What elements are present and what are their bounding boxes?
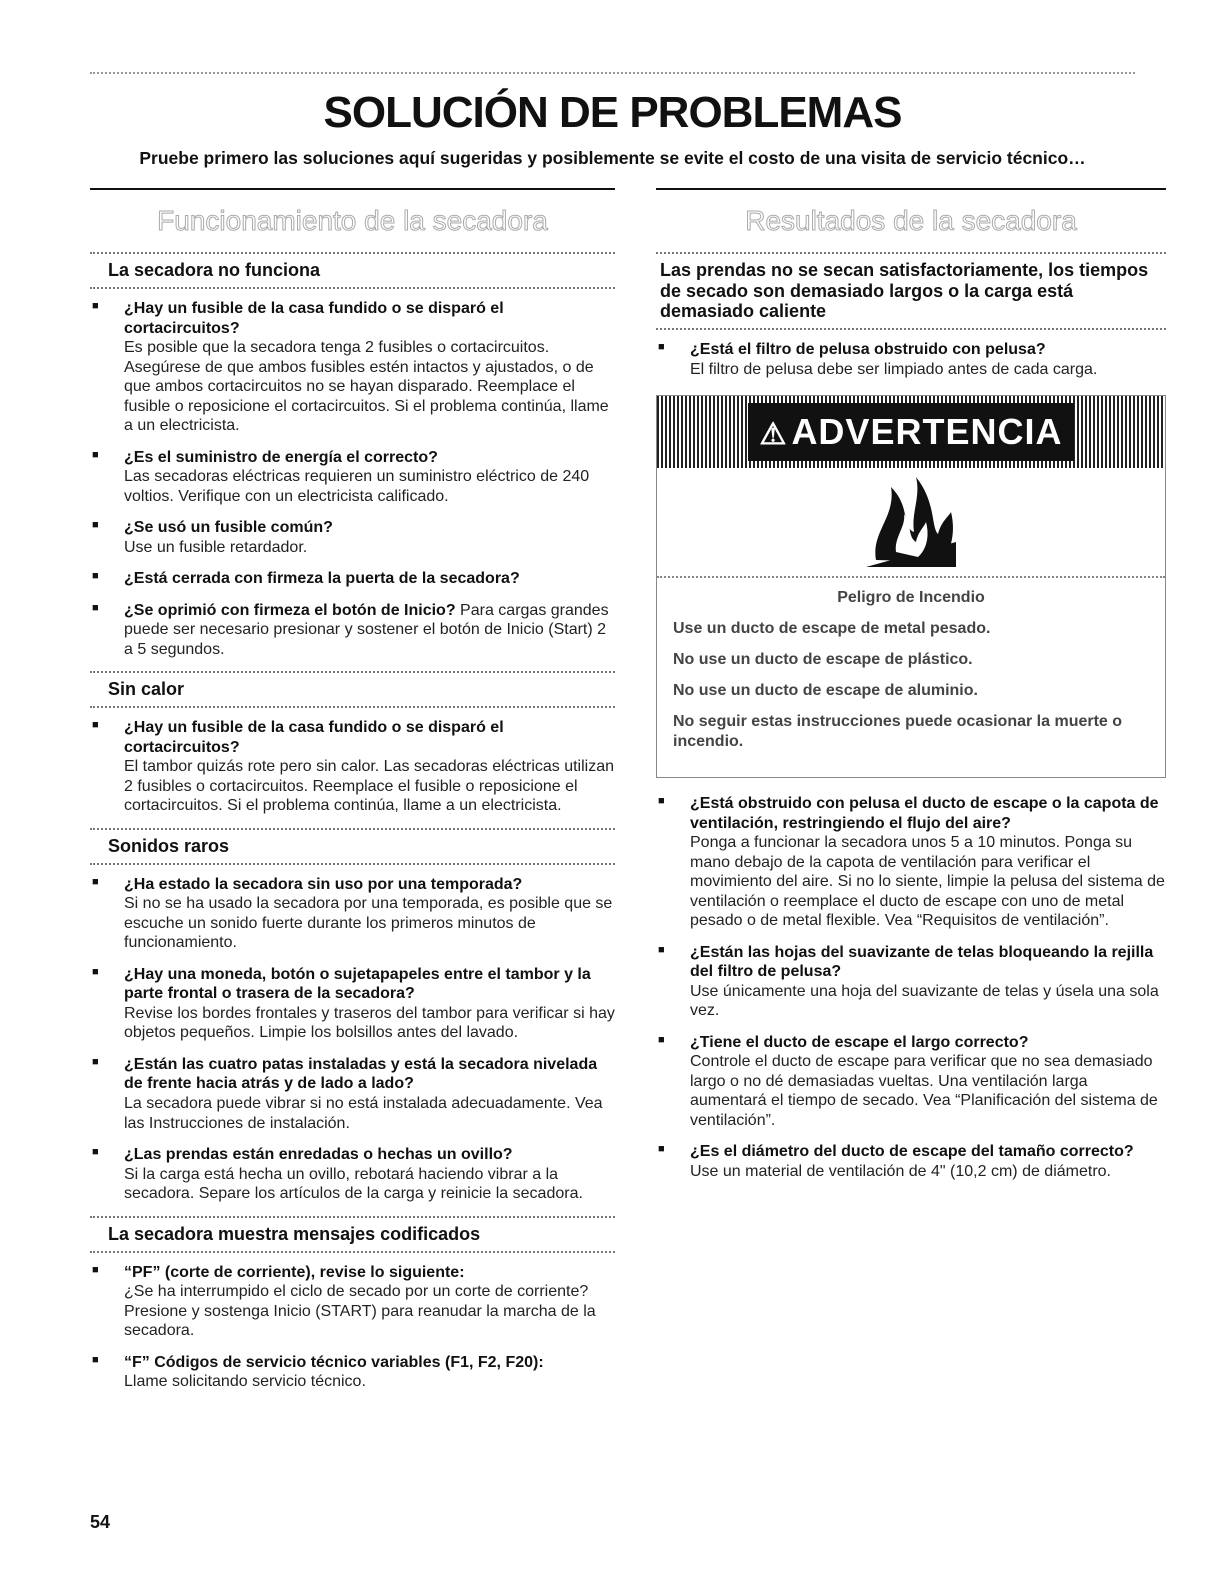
list-item (90, 518, 615, 557)
dotted-rule (90, 863, 615, 865)
section-heading-resultados: Resultados de la secadora (745, 205, 1077, 236)
list-item (90, 1055, 615, 1133)
list-item (90, 1353, 615, 1392)
answer: Llame solicitando servicio técnico. (124, 1373, 366, 1391)
troubleshooting-list (656, 340, 1166, 379)
subsection-title: Sin calor (108, 679, 185, 700)
subsection-title: La secadora muestra mensajes codificados (108, 1223, 481, 1244)
troubleshooting-list (90, 1263, 615, 1392)
question: ■ ¿Está cerrada con firmeza la puerta de la secadora? (124, 570, 520, 588)
question: ■ ¿Está el filtro de pelusa obstruido con pelusa? (690, 341, 1046, 359)
answer: Use un fusible retardador. (124, 538, 308, 556)
page-title: SOLUCIÓN DE PROBLEMAS (323, 88, 902, 137)
question: ■ ¿Es el diámetro del ducto de escape del tamaño correcto? (690, 1143, 1134, 1161)
question: ■ ¿Está obstruido con pelusa el ducto de escape o la capota de ventilación, restringiendo el flujo del aire? (690, 795, 1159, 832)
question: ■ ¿Ha estado la secadora sin uso por una temporada? (124, 875, 523, 893)
answer: El filtro de pelusa debe ser limpiado antes de cada carga. (690, 360, 1098, 378)
warning-box (656, 395, 1166, 778)
page-number: 54 (90, 1512, 111, 1532)
warning-title-text: ADVERTENCIA (791, 411, 1063, 453)
list-item (656, 794, 1166, 931)
hazard-title: Peligro de Incendio (837, 589, 985, 607)
answer: Para cargas grandes puede ser necesario presionar y sostener el botón de Inicio (Start) 2 a 5 segundos. (124, 601, 609, 658)
troubleshooting-list (90, 299, 615, 659)
question: ■ ¿Hay un fusible de la casa fundido o se disparó el cortacircuitos? (124, 300, 504, 337)
answer: La secadora puede vibrar si no está instalada adecuadamente. Vea las Instrucciones de instalación. (124, 1094, 603, 1132)
dotted-rule (90, 287, 615, 289)
question: ■ ¿Se usó un fusible común? (124, 519, 333, 537)
warning-body (657, 578, 1165, 777)
answer: Ponga a funcionar la secadora unos 5 a 10 minutos. Ponga su mano debajo de la capota de ventilación para verificar el movimiento del aire. Si no lo siente, limpie la pelusa del sistema de ventilación o reemplace el ducto de escape con uno de metal pesado o de metal flexible. Vea “Requisitos de ventilación”. (690, 834, 1165, 930)
question: ■ ¿Las prendas están enredadas o hechas un ovillo? (124, 1146, 513, 1164)
question: ■ ¿Hay una moneda, botón o sujetapapeles entre el tambor y la parte frontal o trasera de la secadora? (124, 965, 591, 1003)
answer: Si la carga está hecha un ovillo, rebotará haciendo vibrar a la secadora. Separe los artículos de la carga y reinicie la secadora. (124, 1165, 583, 1203)
answer: El tambor quizás rote pero sin calor. Las secadoras eléctricas utilizan 2 fusibles o cortacircuitos. Reemplace el fusible o reposicione el cortacircuitos. Si el problema continúa, llame a un electricista. (124, 758, 615, 815)
troubleshooting-list (656, 794, 1166, 1181)
answer: Si no se ha usado la secadora por una temporada, es posible que se escuche un sonido fuerte durante los primeros minutos de funcionamiento. (124, 895, 613, 952)
list-item (656, 943, 1166, 1021)
right-column (656, 188, 1166, 1193)
warning-triangle-icon: ⚠ (759, 418, 788, 452)
warning-title (748, 403, 1075, 461)
troubleshooting-list (90, 718, 615, 816)
list-item (656, 1142, 1166, 1181)
question: ■ ¿Están las hojas del suavizante de telas bloqueando la rejilla del filtro de pelusa? (690, 943, 1154, 981)
question: ■ “PF” (corte de corriente), revise lo siguiente: (124, 1263, 465, 1281)
question: ■ ¿Tiene el ducto de escape el largo correcto? (690, 1033, 1029, 1051)
warning-header (657, 396, 1165, 468)
question: ■ ¿Están las cuatro patas instaladas y está la secadora nivelada de frente hacia atrás y de lado a lado? (124, 1055, 598, 1093)
list-item (90, 965, 615, 1043)
list-item (90, 718, 615, 816)
warning-line: No seguir estas instrucciones puede ocasionar la muerte o incendio. (673, 713, 1123, 751)
flame-icon (856, 472, 966, 572)
answer: Use únicamente una hoja del suavizante de telas y úsela una sola vez. (690, 982, 1159, 1020)
list-item (656, 1033, 1166, 1131)
list-item (90, 875, 615, 953)
question: ■ “F” Códigos de servicio técnico variables (F1, F2, F20): (124, 1353, 544, 1371)
answer: Las secadoras eléctricas requieren un suministro eléctrico de 240 voltios. Verifique con un electricista calificado. (124, 468, 590, 505)
subsection-title: La secadora no funciona (108, 260, 321, 280)
troubleshooting-list (90, 875, 615, 1204)
list-item (90, 1263, 615, 1341)
dotted-rule (656, 328, 1166, 330)
list-item (90, 1145, 615, 1204)
left-column (90, 188, 615, 1404)
list-item (90, 569, 615, 589)
warning-line: No use un ducto de escape de plástico. (673, 651, 973, 669)
list-item (90, 448, 615, 507)
answer: Es posible que la secadora tenga 2 fusibles o cortacircuitos. Asegúrese de que ambos fusibles estén intactos y ajustados, o de que ambos cortacircuitos no se hayan disparado. Reemplace el fusible o reposicione el cortacircuitos. Si el problema continúa, llame a un electricista. (124, 339, 609, 435)
fire-icon (657, 468, 1165, 578)
question: ■ ¿Hay un fusible de la casa fundido o se disparó el cortacircuitos? (124, 719, 504, 756)
list-item (90, 601, 615, 660)
list-item (90, 299, 615, 436)
warning-line: No use un ducto de escape de aluminio. (673, 682, 978, 700)
question: ■ ¿Es el suministro de energía el correcto? (124, 448, 438, 466)
top-dotted-rule (90, 72, 1135, 74)
warning-line: Use un ducto de escape de metal pesado. (673, 620, 991, 638)
answer: Revise los bordes frontales y traseros del tambor para verificar si hay objetos pequeños. Limpie los bolsillos antes del lavado. (124, 1004, 615, 1042)
answer: Use un material de ventilación de 4" (10,2 cm) de diámetro. (690, 1162, 1111, 1180)
dotted-rule (90, 706, 615, 708)
section-heading-funcionamiento: Funcionamiento de la secadora (157, 205, 548, 236)
dotted-rule (90, 1251, 615, 1253)
answer: ¿Se ha interrumpido el ciclo de secado por un corte de corriente? Presione y sostenga Inicio (START) para reanudar la marcha de la secadora. (124, 1283, 596, 1340)
page-subtitle: Pruebe primero las soluciones aquí sugeridas y posiblemente se evite el costo de una visita de servicio técnico… (139, 148, 1086, 168)
answer: Controle el ducto de escape para verificar que no sea demasiado largo o no dé demasiadas vueltas. Una ventilación larga aumentará el tiempo de secado. Vea “Planificación del sistema de ventilación”. (690, 1053, 1158, 1129)
subsection-title: Sonidos raros (108, 835, 230, 856)
list-item (656, 340, 1166, 379)
subsection-title: Las prendas no se secan satisfactoriamente, los tiempos de secado son demasiado largos o la carga está demasiado caliente (660, 260, 1149, 322)
question: ¿Se oprimió con firmeza el botón de Inicio? (124, 601, 456, 619)
